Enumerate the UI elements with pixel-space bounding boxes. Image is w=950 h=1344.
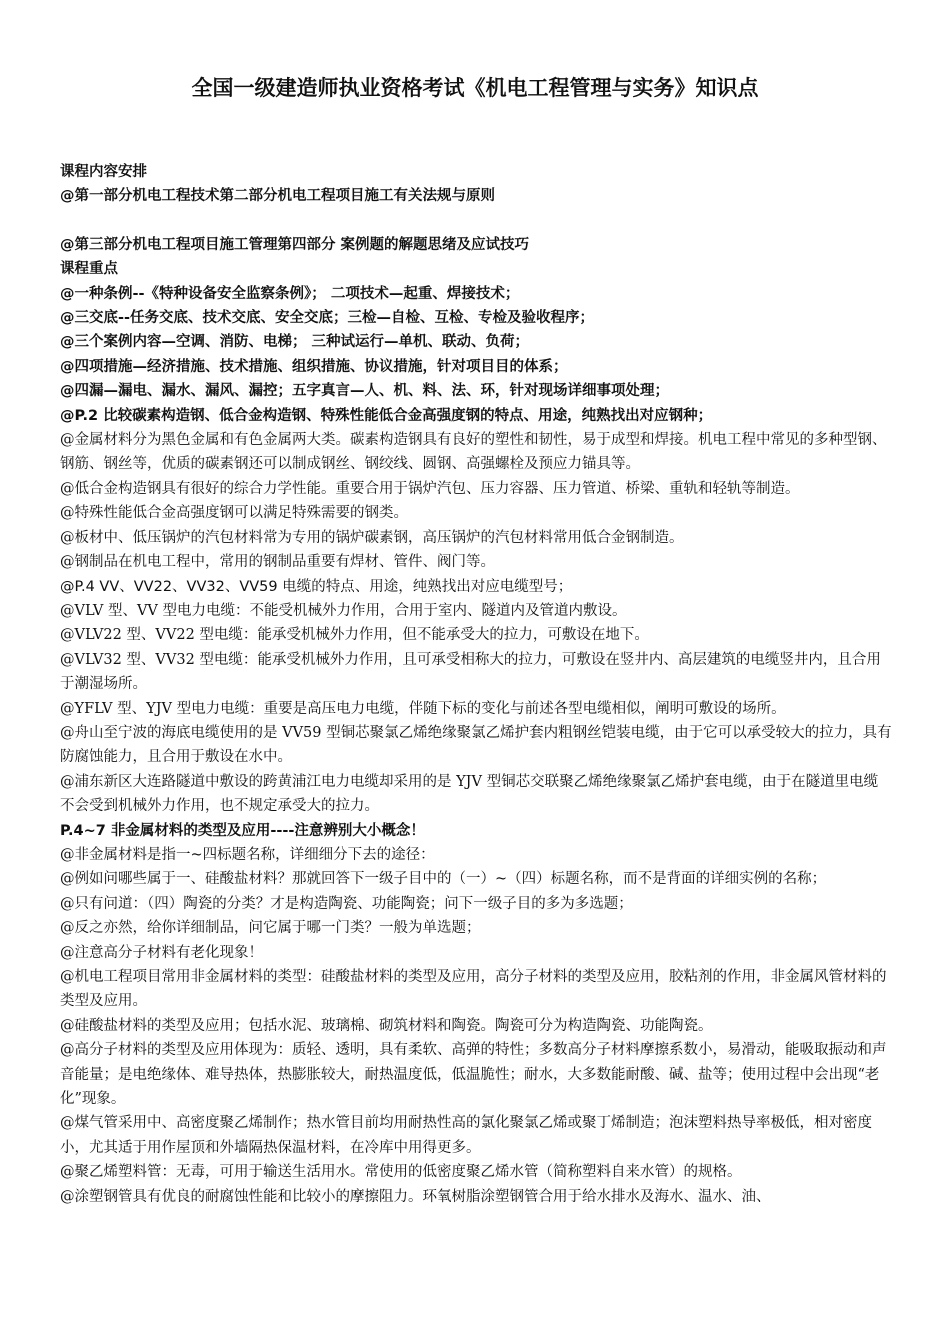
blank-line — [60, 209, 892, 233]
heading-line: 课程重点 — [60, 261, 118, 278]
paragraph-line: @高分子材料的类型及应用体现为：质轻、透明，具有柔软、高弹的特性；多数高分子材料摩擦系数小，易滑动，能吸取振动和声音能量；是电绝缘体、难导热体，热膨胀较大，耐热温度低，低温脆性；耐水，大多数能耐酸、碱、盐等；使用过程中会出现“老化”现象。 — [60, 1042, 887, 1108]
paragraph-line: @机电工程项目常用非金属材料的类型：硅酸盐材料的类型及应用，高分子材料的类型及应用，胶粘剂的作用，非金属风管材料的类型及应用。 — [60, 969, 887, 1010]
paragraph-line: @煤气管采用中、高密度聚乙烯制作；热水管目前均用耐热性高的氯化聚氯乙烯或聚丁烯制造；泡沫塑料热导率极低，相对密度小，尤其适于用作屋顶和外墙隔热保温材料，在冷库中用得更多。 — [60, 1115, 872, 1156]
document-body — [60, 160, 892, 1209]
paragraph-line: @板材中、低压锅炉的汽包材料常为专用的锅炉碳素钢，高压锅炉的汽包材料常用低合金钢制造。 — [60, 529, 684, 546]
paragraph-line: @特殊性能低合金高强度钢可以满足特殊需要的钢类。 — [60, 505, 408, 522]
paragraph-line: @舟山至宁波的海底电缆使用的是 VV59 型铜芯聚氯乙烯绝缘聚氯乙烯护套内粗钢丝铠装电缆，由于它可以承受较大的拉力，具有防腐蚀能力，且合用于敷设在水中。 — [60, 724, 892, 766]
paragraph-line: @VLV32 型、VV32 型电缆：能承受机械外力作用，且可承受相称大的拉力，可敷设在竖井内、高层建筑的电缆竖井内，且合用于潮湿场所。 — [60, 651, 881, 693]
paragraph-line: @浦东新区大连路隧道中敷设的跨黄浦江电力电缆却采用的是 YJV 型铜芯交联聚乙烯绝缘聚氯乙烯护套电缆，由于在隧道里电缆不会受到机械外力作用，也不规定承受大的拉力。 — [60, 773, 879, 815]
paragraph-line: @硅酸盐材料的类型及应用；包括水泥、玻璃棉、砌筑材料和陶瓷。陶瓷可分为构造陶瓷、功能陶瓷。 — [60, 1017, 713, 1034]
paragraph-line: @涂塑钢管具有优良的耐腐蚀性能和比较小的摩擦阻力。环氧树脂涂塑钢管合用于给水排水及海水、温水、油、 — [60, 1188, 771, 1205]
paragraph-line: @非金属材料是指一~四标题名称，详细细分下去的途径： — [60, 846, 435, 863]
heading-line: P.4~7 非金属材料的类型及应用----注意辨别大小概念！ — [60, 822, 425, 839]
heading-line: @一种条例--《特种设备安全监察条例》； 二项技术—起重、焊接技术； — [60, 285, 520, 302]
heading-line: @四项措施—经济措施、技术措施、组织措施、协议措施，针对项目目的体系； — [60, 358, 568, 375]
heading-line: @四漏—漏电、漏水、漏风、漏控；五字真言—人、机、料、法、环，针对现场详细事项处理； — [60, 383, 669, 400]
paragraph-line: @注意高分子材料有老化现象！ — [60, 944, 263, 961]
paragraph-line: @钢制品在机电工程中，常用的钢制品重要有焊材、管件、阀门等。 — [60, 554, 495, 571]
heading-line: @第一部分机电工程技术第二部分机电工程项目施工有关法规与原则 — [60, 188, 495, 205]
paragraph-line: @低合金构造钢具有很好的综合力学性能。重要合用于锅炉汽包、压力容器、压力管道、桥梁、重轨和轻轨等制造。 — [60, 480, 800, 497]
paragraph-line: @YFLV 型、YJV 型电力电缆：重要是高压电力电缆，伴随下标的变化与前述各型电缆相似，阐明可敷设的场所。 — [60, 700, 786, 717]
page-title: 全国一级建造师执业资格考试《机电工程管理与实务》知识点 — [191, 76, 759, 100]
paragraph-line: @P.4 VV、VV22、VV32、VV59 电缆的特点、用途，纯熟找出对应电缆型号； — [60, 578, 573, 595]
paragraph-line: @VLV 型、VV 型电力电缆：不能受机械外力作用，合用于室内、隧道内及管道内敷设。 — [60, 602, 627, 619]
heading-line: @P.2 比较碳素构造钢、低合金构造钢、特殊性能低合金高强度钢的特点、用途，纯熟找出对应钢种； — [60, 407, 713, 424]
heading-line: 课程内容安排 — [60, 164, 147, 180]
paragraph-line: @例如问哪些属于一、硅酸盐材料？那就回答下一级子目中的（一）~（四）标题名称，而不是背面的详细实例的名称； — [60, 871, 827, 888]
paragraph-line: @反之亦然，给你详细制品，问它属于哪一门类？一般为单选题； — [60, 920, 481, 937]
paragraph-line: @聚乙烯塑料管：无毒，可用于输送生活用水。常使用的低密度聚乙烯水管（简称塑料自来水管）的规格。 — [60, 1164, 742, 1181]
paragraph-line: @只有问道：（四）陶瓷的分类？才是构造陶瓷、功能陶瓷；问下一级子目的多为多选题； — [60, 895, 633, 912]
paragraph-line: @VLV22 型、VV22 型电缆：能承受机械外力作用，但不能承受大的拉力，可敷设在地下。 — [60, 627, 649, 644]
heading-line: @第三部分机电工程项目施工管理第四部分 案例题的解题思绪及应试技巧 — [60, 236, 530, 253]
heading-line: @三个案例内容—空调、消防、电梯； 三种试运行—单机、联动、负荷； — [60, 334, 530, 351]
heading-line: @三交底--任务交底、技术交底、安全交底；三检—自检、互检、专检及验收程序； — [60, 310, 595, 327]
paragraph-line: @金属材料分为黑色金属和有色金属两大类。碳素构造钢具有良好的塑性和韧性，易于成型和焊接。机电工程中常见的多种型钢、钢筋、钢丝等，优质的碳素钢还可以制成钢丝、钢绞线、圆钢、高强螺栓及预应力锚具等。 — [60, 432, 887, 473]
